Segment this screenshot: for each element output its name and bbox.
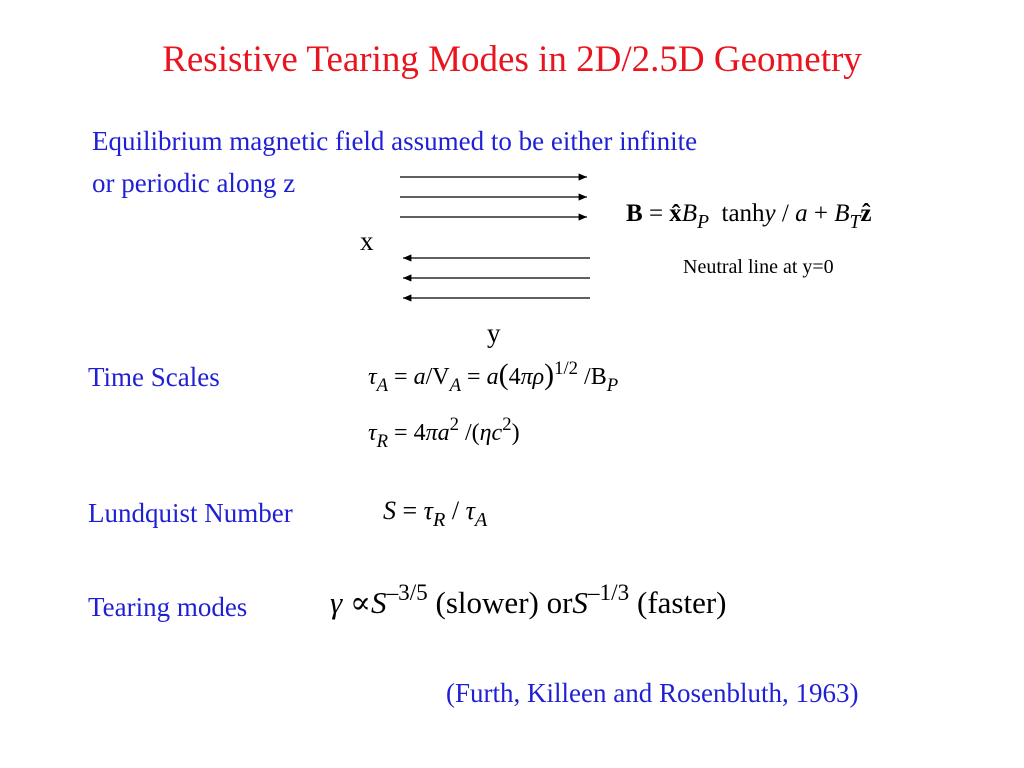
tau-r-equation: $\tau_R = 4\pi a^2$ $/(\eta c^2)$ — [368, 413, 520, 452]
time-scales-label: Time Scales — [88, 362, 220, 392]
x-axis-label: x — [360, 226, 374, 256]
y-axis-label: y — [487, 318, 501, 348]
tearing-modes-label: Tearing modes — [88, 592, 248, 622]
citation: (Furth, Killeen and Rosenbluth, 1963) — [446, 678, 859, 708]
page-title: Resistive Tearing Modes in 2D/2.5D Geometry — [162, 39, 862, 80]
lundquist-equation: $S = \tau_R / \tau_A$ — [383, 496, 488, 532]
tearing-equation: $\gamma \propto S^{-3/5}$ (slower) orS$^{-1/3}$ (faster) — [330, 580, 727, 620]
field-equation: $B = x̂B_P$ $\tanh y / a + B_Tẑ$ — [626, 200, 872, 233]
tau-a-equation: $\tau_A = a/V_A = a(4\pi\rho)^{1/2}$ $/B_P$ — [368, 357, 619, 396]
intro-line-2: or periodic along z — [92, 168, 296, 198]
lundquist-label: Lundquist Number — [88, 498, 293, 528]
neutral-line-caption: Neutral line at y=0 — [683, 256, 834, 278]
field-line-diagram — [395, 165, 595, 305]
intro-line-1: Equilibrium magnetic field assumed to be either infinite — [92, 126, 698, 156]
